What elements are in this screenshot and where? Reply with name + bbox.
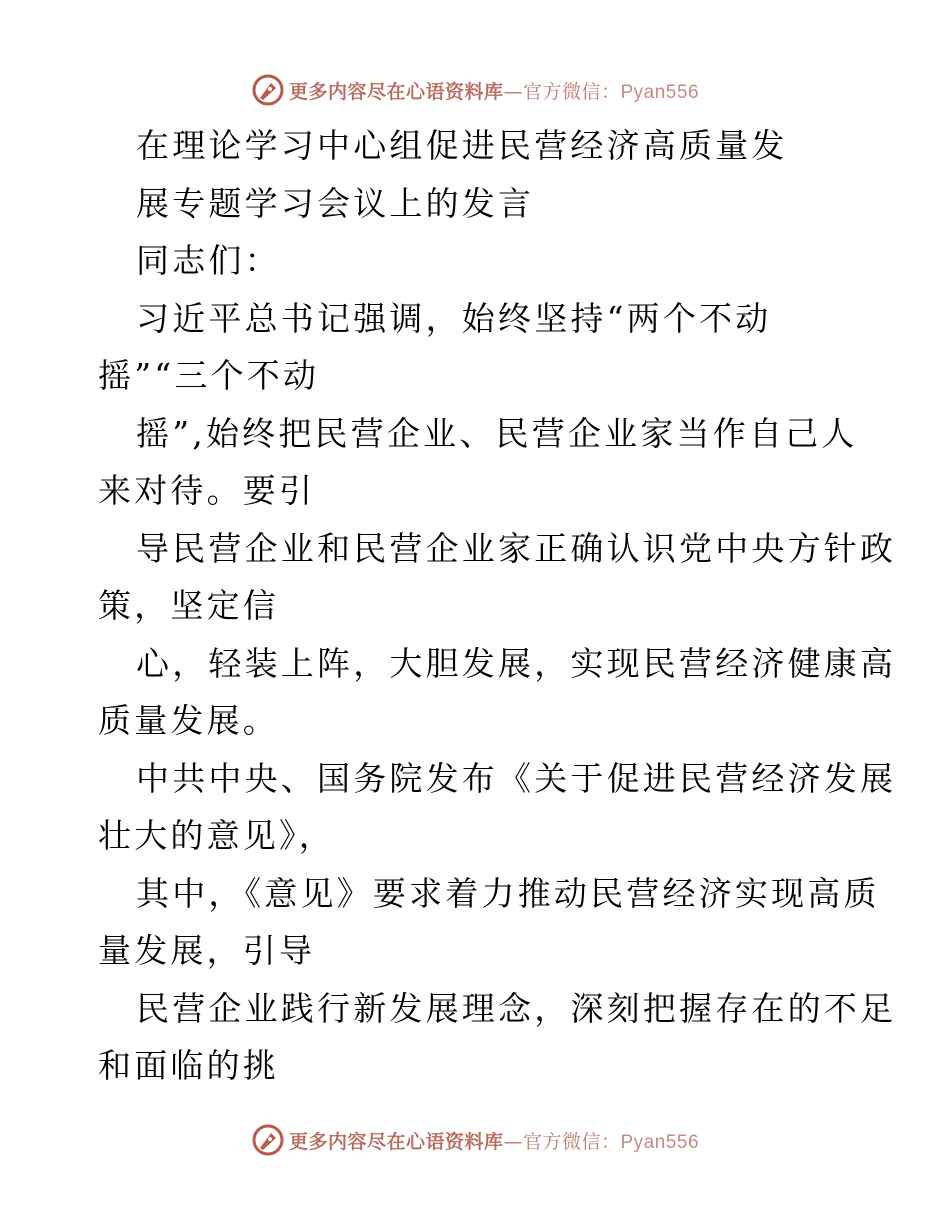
header-watermark bbox=[0, 70, 950, 110]
text-line: 摇”“三个不动 bbox=[98, 356, 320, 395]
text-line: 策，坚定信 bbox=[98, 586, 279, 625]
text-line: 中共中央、国务院发布《关于促进民营经济发展 bbox=[136, 758, 897, 798]
watermark-label: 官方微信： bbox=[522, 1130, 621, 1153]
text-line: 其中，《意见》要求着力推动民营经济实现高质 bbox=[136, 873, 880, 913]
text-line: 习近平总书记强调，始终坚持“两个不动 bbox=[136, 298, 772, 338]
pen-nib-logo-icon bbox=[251, 1123, 285, 1157]
text-line: 来对待。要引 bbox=[98, 471, 316, 510]
salutation: 同志们： bbox=[136, 241, 281, 280]
text-line: 和面临的挑 bbox=[98, 1046, 279, 1085]
title-line-1: 在理论学习中心组促进民营经济高质量发 bbox=[136, 126, 788, 165]
watermark-separator: — bbox=[503, 80, 523, 103]
title-line-2: 展专题学习会议上的发言 bbox=[136, 183, 535, 223]
text-line: 质量发展。 bbox=[98, 701, 279, 740]
text-line: 量发展，引导 bbox=[98, 931, 316, 970]
watermark-account: Pyan556 bbox=[620, 81, 700, 103]
text-line: 民营企业践行新发展理念，深刻把握存在的不足 bbox=[136, 988, 897, 1028]
text-line: 壮大的意见》， bbox=[98, 816, 335, 855]
watermark-text bbox=[289, 1127, 699, 1154]
watermark-prefix: 更多内容尽在心语资料库 bbox=[288, 1130, 504, 1153]
text-line: 摇”,始终把民营企业、民营企业家当作自己人 bbox=[136, 413, 858, 453]
watermark-text bbox=[289, 77, 699, 104]
footer-watermark bbox=[0, 1120, 950, 1160]
watermark-prefix: 更多内容尽在心语资料库 bbox=[288, 80, 504, 103]
text-line: 导民营企业和民营企业家正确认识党中央方针政 bbox=[136, 528, 897, 568]
watermark-separator: — bbox=[503, 1130, 523, 1153]
pen-nib-logo-icon bbox=[251, 73, 285, 107]
watermark-account: Pyan556 bbox=[620, 1131, 700, 1153]
text-line: 心，轻装上阵，大胆发展，实现民营经济健康高 bbox=[136, 643, 897, 683]
document-body bbox=[98, 117, 898, 1095]
watermark-label: 官方微信： bbox=[522, 80, 621, 103]
